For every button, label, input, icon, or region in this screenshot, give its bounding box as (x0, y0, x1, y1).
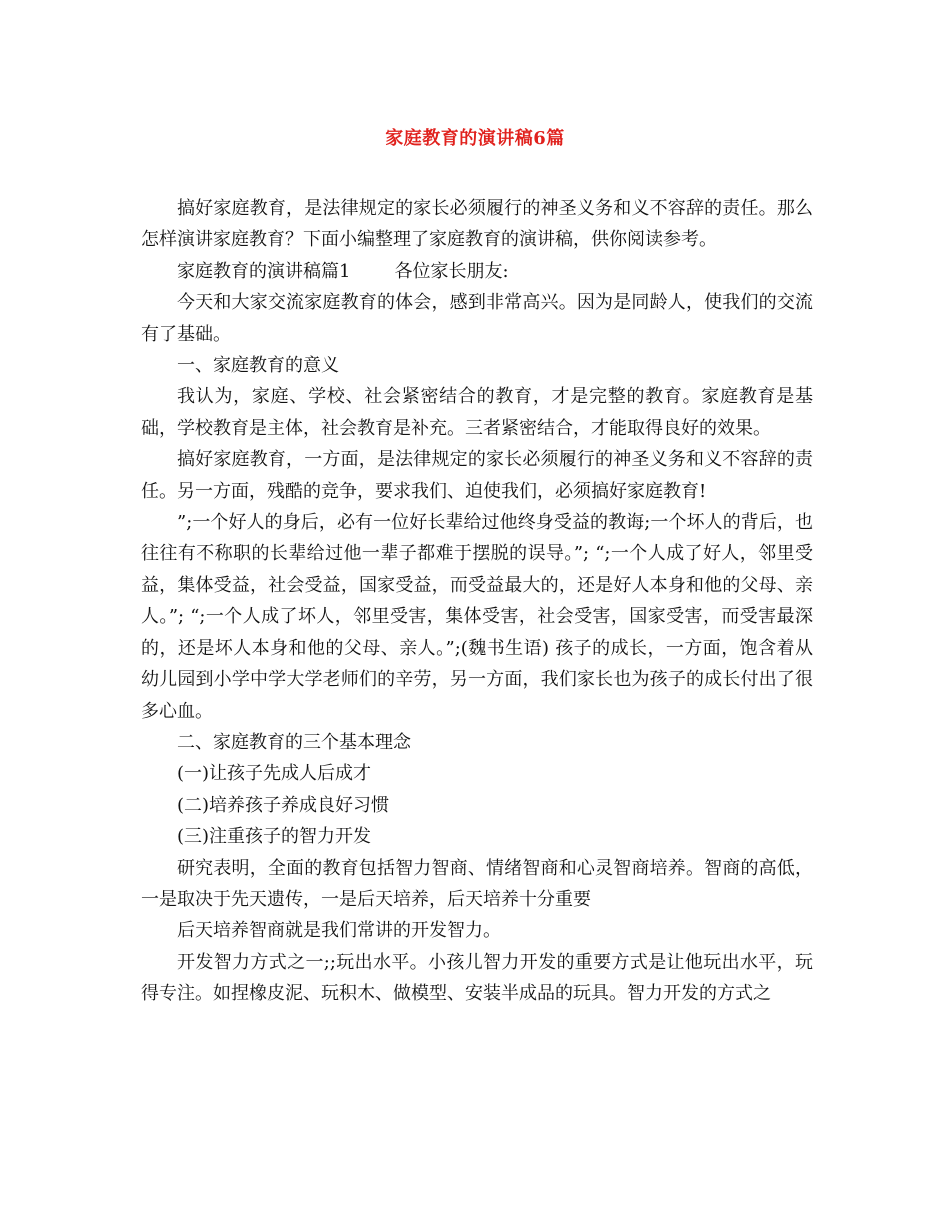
subsection-item: (二)培养孩子养成良好习惯 (177, 794, 390, 816)
subsection-item: (一)让孩子先成人后成才 (177, 763, 372, 785)
speech-heading-line (141, 256, 813, 287)
quote-paragraph: ”;一个好人的身后，必有一位好长辈给过他终身受益的教诲;一个坏人的背后，也往往有不称职的长辈给过他一辈子都难于摆脱的误导。”; “;一个人成了好人，邻里受益，集体受益，社会受益，国家受益，而受益最大的，还是好人本身和他的父母、亲人。”; “;一个人成了坏人，邻里受害，集体受害，社会受害，国家受害，而受害最深的，还是坏人本身和他的父母、亲人。”;(魏书生语) 孩子的成长，一方面，饱含着从幼儿园到小学中学大学老师们的辛劳，另一方面，我们家长也为孩子的成长付出了很多心血。 (141, 512, 813, 722)
section-heading: 一、家庭教育的意义 (177, 355, 339, 377)
body-paragraph: 我认为，家庭、学校、社会紧密结合的教育，才是完整的教育。家庭教育是基础，学校教育是主体，社会教育是补充。三者紧密结合，才能取得良好的效果。 (141, 386, 813, 439)
salutation: 各位家长朋友: (394, 260, 509, 282)
speech-heading: 家庭教育的演讲稿篇1 (177, 260, 351, 282)
subsection-item: (三)注重孩子的智力开发 (177, 826, 372, 848)
document-body (141, 193, 813, 1010)
intro-paragraph: 搞好家庭教育，是法律规定的家长必须履行的神圣义务和义不容辞的责任。那么怎样演讲家庭教育？下面小编整理了家庭教育的演讲稿，供你阅读参考。 (141, 198, 813, 251)
body-paragraph: 搞好家庭教育，一方面，是法律规定的家长必须履行的神圣义务和义不容辞的责任。另一方面，残酷的竞争，要求我们、迫使我们，必须搞好家庭教育! (141, 449, 813, 502)
body-paragraph: 后天培养智商就是我们常讲的开发智力。 (177, 920, 501, 942)
section-heading: 二、家庭教育的三个基本理念 (177, 731, 411, 753)
body-paragraph: 开发智力方式之一;;玩出水平。小孩儿智力开发的重要方式是让他玩出水平，玩得专注。如捏橡皮泥、玩积木、做模型、安装半成品的玩具。智力开发的方式之 (141, 951, 813, 1005)
document-title: 家庭教育的演讲稿6篇 (385, 128, 565, 149)
body-paragraph: 研究表明，全面的教育包括智力智商、情绪智商和心灵智商培养。智商的高低，一是取决于先天遗传，一是后天培养，后天培养十分重要 (141, 857, 813, 910)
body-paragraph: 今天和大家交流家庭教育的体会，感到非常高兴。因为是同龄人，使我们的交流有了基础。 (141, 292, 813, 345)
